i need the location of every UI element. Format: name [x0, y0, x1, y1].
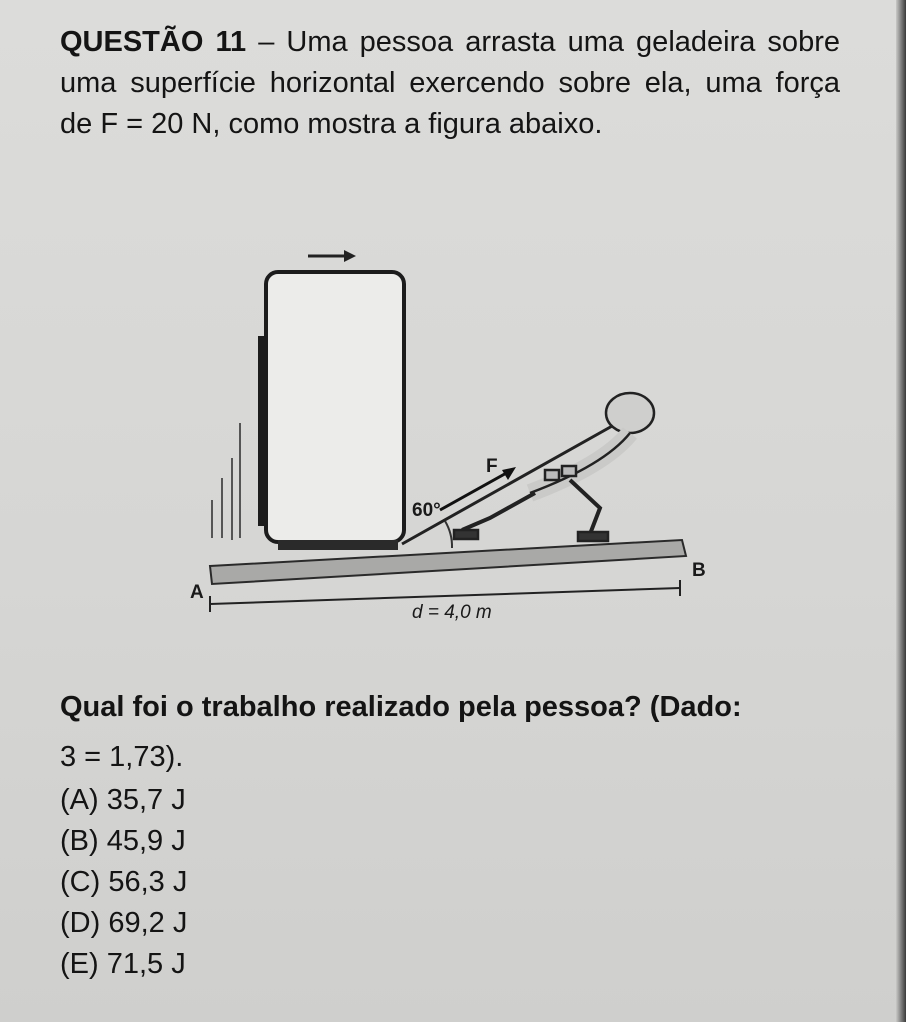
given-data: 3 = 1,73). [60, 741, 184, 773]
refrigerator [258, 272, 404, 550]
question-number: QUESTÃO 11 [60, 26, 247, 58]
force-label: F [486, 456, 498, 477]
figure-drawing [190, 238, 720, 638]
question-prompt: Qual foi o trabalho realizado pela pessoa? (Dado: [60, 691, 742, 723]
option-a[interactable]: (A) 35,7 J [60, 784, 186, 816]
point-b-label: B [692, 560, 706, 581]
person-pulling [454, 393, 654, 541]
force-vector [402, 416, 630, 544]
speed-lines [212, 423, 240, 540]
angle-arc [445, 521, 452, 548]
physics-figure [190, 238, 720, 638]
angle-label: 60° [412, 500, 441, 521]
motion-arrow [308, 250, 356, 262]
question-statement [60, 22, 840, 145]
option-c[interactable]: (C) 56,3 J [60, 866, 188, 898]
statement-text: – Uma pessoa arrasta uma geladeira sobre uma superfície horizontal exercendo sobre ela, uma força de F = 20 N, como mostra a figura abaixo. [60, 26, 840, 140]
point-a-label: A [190, 582, 204, 603]
page-edge-shadow [896, 0, 906, 1022]
option-d[interactable]: (D) 69,2 J [60, 907, 188, 939]
distance-label: d = 4,0 m [412, 602, 492, 623]
answer-options [60, 780, 187, 985]
option-e[interactable]: (E) 71,5 J [60, 948, 186, 980]
option-b[interactable]: (B) 45,9 J [60, 825, 186, 857]
